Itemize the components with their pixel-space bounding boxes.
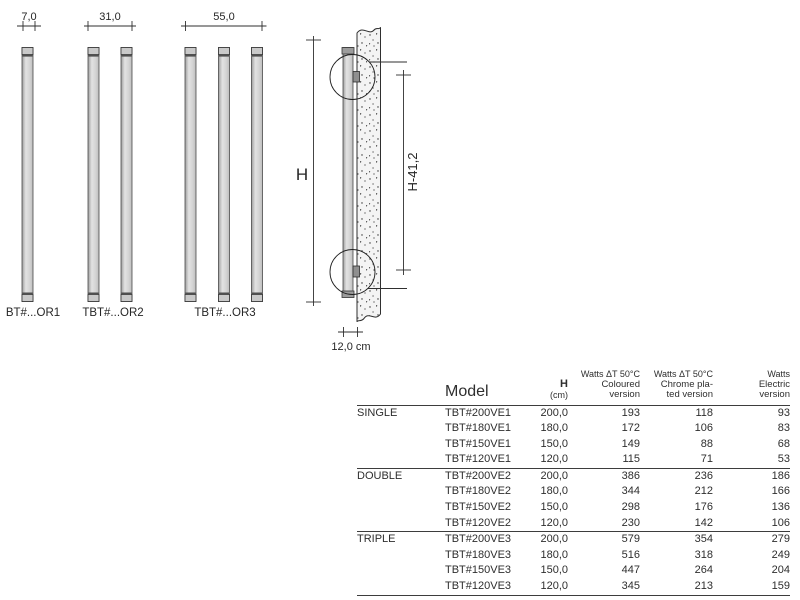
height-cell: 200,0 <box>540 406 568 419</box>
table-row <box>357 532 790 548</box>
radiator-tube <box>121 48 132 302</box>
watts-electric-cell: 106 <box>771 516 790 529</box>
radiator-tube <box>88 48 99 302</box>
model-cell: TBT#150VE2 <box>445 501 512 514</box>
header-line: ted version <box>666 389 713 400</box>
model-cell: TBT#200VE3 <box>445 533 512 546</box>
header-watts-chrome <box>640 362 713 405</box>
watts-coloured-cell: 344 <box>621 485 640 498</box>
model-cell: TBT#180VE1 <box>445 422 512 435</box>
table-row <box>357 468 790 484</box>
model-cell: TBT#150VE3 <box>445 564 512 577</box>
table-row <box>357 421 790 437</box>
header-line: Chrome pla- <box>660 378 713 390</box>
height-cell: 200,0 <box>540 533 568 546</box>
table-header <box>357 362 790 405</box>
section-label <box>357 437 445 453</box>
radiator-tube <box>252 48 263 302</box>
section-label: DOUBLE <box>357 469 403 482</box>
dim-label-55-0: 55,0 <box>213 11 235 23</box>
watts-coloured-cell: 149 <box>621 437 640 450</box>
watts-chrome-cell: 318 <box>694 548 713 561</box>
watts-coloured-cell: 386 <box>621 469 640 482</box>
section-label <box>357 579 445 595</box>
section-label <box>357 500 445 516</box>
dim-label-12-0-cm: 12,0 cm <box>331 341 371 353</box>
model-cell: TBT#120VE2 <box>445 516 512 529</box>
front-view-double <box>82 11 143 319</box>
table-row <box>357 500 790 516</box>
watts-electric-cell: 68 <box>777 437 790 450</box>
watts-electric-cell: 279 <box>771 533 790 546</box>
watts-electric-cell: 204 <box>771 564 790 577</box>
table-row <box>357 452 790 468</box>
watts-chrome-cell: 264 <box>694 564 713 577</box>
header-model: Model <box>445 362 525 405</box>
section-label <box>357 484 445 500</box>
height-cell: 120,0 <box>540 453 568 466</box>
radiator-tube-side <box>342 48 354 298</box>
watts-chrome-cell: 176 <box>694 501 713 514</box>
watts-electric-cell: 83 <box>777 422 790 435</box>
section-label <box>357 421 445 437</box>
watts-electric-cell: 93 <box>777 406 790 419</box>
height-cell: 150,0 <box>540 564 568 577</box>
wall-section <box>357 28 381 322</box>
header-line: Electric <box>758 378 790 390</box>
header-line: Watts ΔT 50°C <box>653 369 713 379</box>
watts-chrome-cell: 142 <box>694 516 713 529</box>
watts-coloured-cell: 298 <box>621 501 640 514</box>
section-label <box>357 563 445 579</box>
section-label: SINGLE <box>357 406 398 419</box>
header-line: version <box>609 389 640 400</box>
spec-table <box>357 362 790 596</box>
table-row <box>357 484 790 500</box>
header-line: Watts ΔT 50°C <box>580 369 640 379</box>
table-section <box>357 532 790 595</box>
watts-electric-cell: 53 <box>777 453 790 466</box>
header-height-unit: (cm) <box>550 389 568 400</box>
spec-table-grid <box>357 362 790 596</box>
front-view-triple <box>181 11 267 319</box>
watts-coloured-cell: 193 <box>621 406 640 419</box>
watts-chrome-cell: 88 <box>700 437 713 450</box>
height-cell: 180,0 <box>540 485 568 498</box>
header-height-label: H <box>560 377 568 390</box>
table-row <box>357 437 790 453</box>
header-height <box>525 362 568 405</box>
watts-electric-cell: 159 <box>771 580 790 593</box>
header-line: Watts <box>767 369 790 379</box>
header-line: version <box>759 389 790 400</box>
watts-electric-cell: 166 <box>771 485 790 498</box>
height-cell: 200,0 <box>540 469 568 482</box>
radiator-tube <box>219 48 230 302</box>
table-row <box>357 516 790 532</box>
watts-coloured-cell: 447 <box>621 564 640 577</box>
watts-chrome-cell: 213 <box>694 580 713 593</box>
table-section <box>357 468 790 531</box>
height-cell: 150,0 <box>540 437 568 450</box>
watts-chrome-cell: 118 <box>695 406 713 419</box>
dim-label-7-0: 7,0 <box>21 11 37 23</box>
height-cell: 180,0 <box>540 422 568 435</box>
radiator-tube <box>185 48 196 302</box>
watts-chrome-cell: 106 <box>694 422 713 435</box>
watts-chrome-cell: 236 <box>694 469 713 482</box>
table-section <box>357 405 790 468</box>
watts-electric-cell: 136 <box>771 501 790 514</box>
model-cell: TBT#200VE1 <box>445 406 512 419</box>
dim-label-H-41-2: H-41,2 <box>405 152 420 192</box>
model-cell: TBT#180VE2 <box>445 485 512 498</box>
watts-coloured-cell: 172 <box>621 422 640 435</box>
model-label-or2: TBT#...OR2 <box>82 307 144 319</box>
model-label-or3: TBT#...OR3 <box>194 307 256 319</box>
technical-drawing <box>0 0 480 360</box>
watts-coloured-cell: 230 <box>621 516 640 529</box>
watts-coloured-cell: 579 <box>621 533 640 546</box>
mounting-bracket-bottom <box>353 266 360 277</box>
watts-chrome-cell: 354 <box>694 533 713 546</box>
header-watts-coloured <box>568 362 640 405</box>
dimension-H <box>306 36 321 306</box>
model-cell: TBT#180VE3 <box>445 548 512 561</box>
table-row <box>357 548 790 564</box>
model-cell: TBT#120VE3 <box>445 580 512 593</box>
watts-chrome-cell: 71 <box>700 453 713 466</box>
header-line: Coloured <box>601 378 640 390</box>
front-view-single <box>6 11 60 319</box>
dim-label-H: H <box>295 165 309 184</box>
header-section <box>357 362 445 405</box>
model-cell: TBT#120VE1 <box>445 453 512 466</box>
model-label-or1: BT#...OR1 <box>5 307 61 319</box>
watts-electric-cell: 249 <box>771 548 790 561</box>
watts-coloured-cell: 115 <box>622 453 640 466</box>
mounting-bracket-top <box>353 72 360 83</box>
height-cell: 120,0 <box>540 580 568 593</box>
model-cell: TBT#200VE2 <box>445 469 512 482</box>
section-label <box>357 452 445 468</box>
table-row <box>357 563 790 579</box>
section-label <box>357 548 445 564</box>
side-view <box>296 28 420 354</box>
section-label <box>357 516 445 532</box>
table-row <box>357 579 790 595</box>
height-cell: 120,0 <box>540 516 568 529</box>
radiator-tube <box>22 48 33 302</box>
watts-coloured-cell: 345 <box>621 580 640 593</box>
watts-electric-cell: 186 <box>771 469 790 482</box>
section-label: TRIPLE <box>357 533 396 546</box>
table-row <box>357 405 790 421</box>
height-cell: 150,0 <box>540 501 568 514</box>
dimension-12-0-cm <box>338 327 363 337</box>
watts-chrome-cell: 212 <box>694 485 713 498</box>
model-cell: TBT#150VE1 <box>445 437 512 450</box>
watts-coloured-cell: 516 <box>621 548 640 561</box>
header-watts-electric <box>713 362 790 405</box>
dim-label-31-0: 31,0 <box>99 11 121 23</box>
height-cell: 180,0 <box>540 548 568 561</box>
